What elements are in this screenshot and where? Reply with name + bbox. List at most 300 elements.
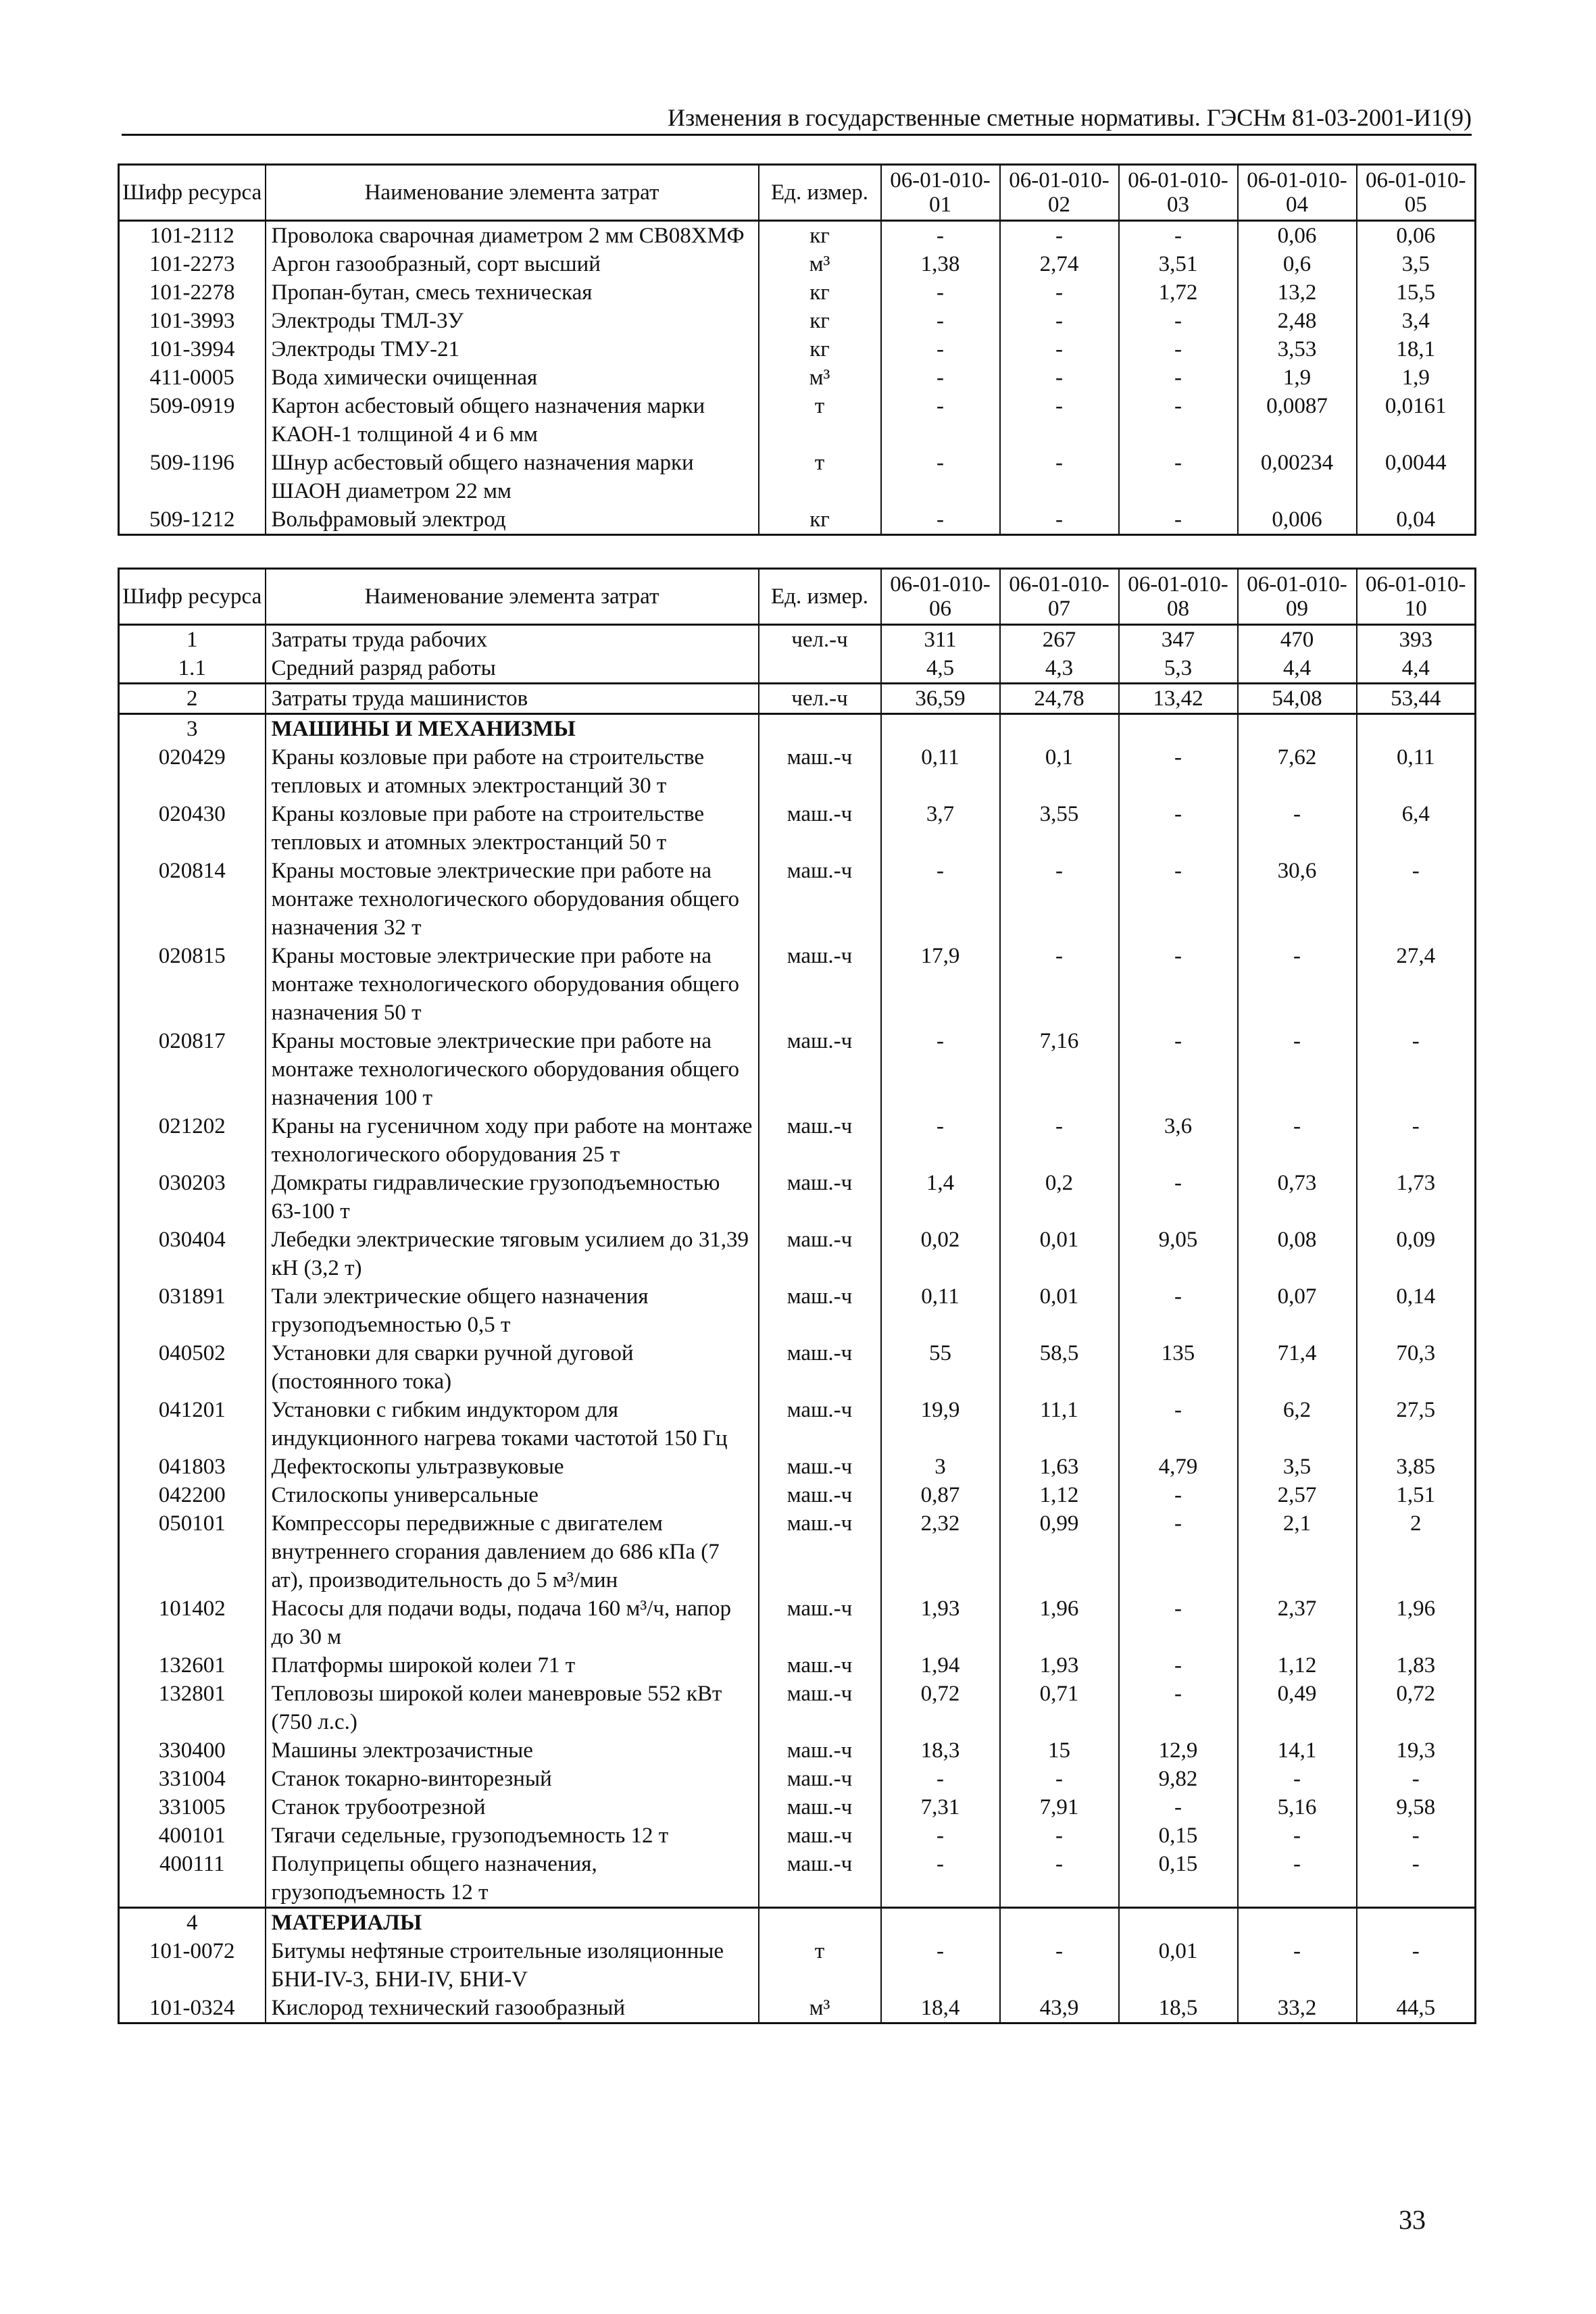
table-row	[119, 1226, 1476, 1282]
cell-name: Лебедки электрические тяговым усилием до 31,39 кН (3,2 т)	[266, 1226, 759, 1282]
cell-code: 509-1212	[119, 505, 266, 535]
column-header: Шифр ресурса	[119, 569, 266, 625]
column-header: 06-01-010-04	[1238, 165, 1357, 221]
table-row	[119, 1509, 1476, 1594]
cell-value: 13,42	[1119, 684, 1238, 714]
cell-value: 5,16	[1238, 1793, 1357, 1821]
cell-value: 36,59	[881, 684, 1000, 714]
cell-name: МАШИНЫ И МЕХАНИЗМЫ	[266, 714, 759, 744]
cell-unit: маш.-ч	[759, 942, 881, 1027]
column-header: 06-01-010-10	[1357, 569, 1476, 625]
table-row	[119, 307, 1476, 335]
cell-value: 18,5	[1119, 1994, 1238, 2023]
cell-value: 0,87	[881, 1481, 1000, 1509]
cell-code: 101-2278	[119, 278, 266, 307]
column-header: Наименование элемента затрат	[266, 165, 759, 221]
cell-value: 3,5	[1357, 250, 1476, 278]
cell-name: Краны мостовые электрические при работе на монтаже технологического оборудования общего назначения 100 т	[266, 1027, 759, 1112]
cell-value	[1357, 714, 1476, 744]
cell-value: 1,94	[881, 1651, 1000, 1680]
cell-value: 4,5	[881, 654, 1000, 684]
header-title: Изменения в государственные сметные нормативы. ГЭСНм 81-03-2001-И1(9)	[668, 104, 1472, 131]
cell-code: 101-0324	[119, 1994, 266, 2023]
cell-name: Установки для сварки ручной дуговой (постоянного тока)	[266, 1339, 759, 1396]
cell-value: -	[1119, 1793, 1238, 1821]
cell-code: 2	[119, 684, 266, 714]
cell-unit: маш.-ч	[759, 1027, 881, 1112]
cell-value: 0,01	[1000, 1282, 1119, 1339]
cell-value: 30,6	[1238, 857, 1357, 942]
cell-value: 0,0044	[1357, 449, 1476, 505]
cell-value: 3,7	[881, 800, 1000, 857]
cell-value: -	[1119, 307, 1238, 335]
cell-unit: т	[759, 392, 881, 449]
cell-value: -	[1357, 1937, 1476, 1994]
cell-value	[1119, 714, 1238, 744]
cell-name: Компрессоры передвижные с двигателем внутреннего сгорания давлением до 686 кПа (7 ат), производительность до 5 м³/мин	[266, 1509, 759, 1594]
cell-name: Электроды ТМУ-21	[266, 335, 759, 363]
cell-code: 020429	[119, 743, 266, 800]
cell-value: -	[881, 1821, 1000, 1850]
cell-value: 15	[1000, 1736, 1119, 1765]
cell-value: -	[1000, 278, 1119, 307]
cell-value: -	[1119, 1027, 1238, 1112]
cell-value: 0,1	[1000, 743, 1119, 800]
cell-value: 12,9	[1119, 1736, 1238, 1765]
cell-value: -	[881, 1027, 1000, 1112]
cell-value: 0,06	[1238, 221, 1357, 251]
cell-unit: маш.-ч	[759, 1481, 881, 1509]
cell-value: -	[1238, 1937, 1357, 1994]
cell-value: 2,37	[1238, 1594, 1357, 1651]
cell-value: -	[1000, 505, 1119, 535]
cell-value: 1,51	[1357, 1481, 1476, 1509]
cell-value: -	[1119, 221, 1238, 251]
cell-value: -	[1238, 942, 1357, 1027]
cell-value: -	[1119, 1169, 1238, 1226]
cell-name: Электроды ТМЛ-3У	[266, 307, 759, 335]
cell-name: Краны козловые при работе на строительстве тепловых и атомных электростанций 30 т	[266, 743, 759, 800]
cell-unit: т	[759, 1937, 881, 1994]
cell-value: -	[1238, 1027, 1357, 1112]
cell-code: 020814	[119, 857, 266, 942]
cell-value: -	[1000, 1850, 1119, 1908]
cell-value: 3,55	[1000, 800, 1119, 857]
cell-value: -	[1000, 1937, 1119, 1994]
table-row	[119, 1481, 1476, 1509]
column-header: Наименование элемента затрат	[266, 569, 759, 625]
cell-value: -	[1119, 942, 1238, 1027]
cell-name: Затраты труда машинистов	[266, 684, 759, 714]
cell-value: -	[1000, 363, 1119, 392]
cell-name: Тали электрические общего назначения грузоподъемностью 0,5 т	[266, 1282, 759, 1339]
cell-value: -	[1000, 335, 1119, 363]
cell-value: 53,44	[1357, 684, 1476, 714]
cell-name: Тепловозы широкой колеи маневровые 552 кВт (750 л.с.)	[266, 1680, 759, 1736]
page-header	[122, 101, 1472, 136]
table-row	[119, 800, 1476, 857]
cell-value: 4,4	[1238, 654, 1357, 684]
cell-value: 58,5	[1000, 1339, 1119, 1396]
cell-value: 7,31	[881, 1793, 1000, 1821]
table-row	[119, 363, 1476, 392]
cell-value: 347	[1119, 625, 1238, 655]
cell-name: Средний разряд работы	[266, 654, 759, 684]
cell-code: 331004	[119, 1765, 266, 1793]
cell-code: 041201	[119, 1396, 266, 1453]
cell-unit: маш.-ч	[759, 1850, 881, 1908]
column-header: Ед. измер.	[759, 569, 881, 625]
cell-value: -	[1357, 1027, 1476, 1112]
cell-code: 400111	[119, 1850, 266, 1908]
cell-value: -	[1000, 857, 1119, 942]
cell-value: 27,5	[1357, 1396, 1476, 1453]
cell-value: 0,2	[1000, 1169, 1119, 1226]
cell-value: -	[881, 505, 1000, 535]
table-row	[119, 1396, 1476, 1453]
cell-value: -	[1119, 392, 1238, 449]
cell-unit: маш.-ч	[759, 1282, 881, 1339]
cell-code: 101402	[119, 1594, 266, 1651]
cell-value: 55	[881, 1339, 1000, 1396]
cell-name: Платформы широкой колеи 71 т	[266, 1651, 759, 1680]
cell-name: Установки с гибким индуктором для индукционного нагрева токами частотой 150 Гц	[266, 1396, 759, 1453]
cell-name: Станок трубоотрезной	[266, 1793, 759, 1821]
cell-value	[1238, 1908, 1357, 1938]
cell-value: 33,2	[1238, 1994, 1357, 2023]
cell-value: -	[1238, 1850, 1357, 1908]
cell-value: -	[1357, 1112, 1476, 1169]
cell-name: Пропан-бутан, смесь техническая	[266, 278, 759, 307]
table-row	[119, 1994, 1476, 2023]
cell-value: 13,2	[1238, 278, 1357, 307]
cell-value: 43,9	[1000, 1994, 1119, 2023]
cell-unit: м³	[759, 363, 881, 392]
cell-value: 1,73	[1357, 1169, 1476, 1226]
cell-value: 44,5	[1357, 1994, 1476, 2023]
cell-unit: м³	[759, 1994, 881, 2023]
table-row	[119, 221, 1476, 251]
cell-value: -	[1357, 1850, 1476, 1908]
cell-name: Проволока сварочная диаметром 2 мм СВ08ХМФ	[266, 221, 759, 251]
cell-name: Домкраты гидравлические грузоподъемностью 63-100 т	[266, 1169, 759, 1226]
cell-value	[1119, 1908, 1238, 1938]
cell-value: 2,57	[1238, 1481, 1357, 1509]
cell-unit	[759, 714, 881, 744]
cell-value: 1,83	[1357, 1651, 1476, 1680]
cell-value: 0,6	[1238, 250, 1357, 278]
column-header: 06-01-010-05	[1357, 165, 1476, 221]
cell-unit: маш.-ч	[759, 1169, 881, 1226]
cell-name: Машины электрозачистные	[266, 1736, 759, 1765]
table-row	[119, 625, 1476, 655]
cell-value: 0,14	[1357, 1282, 1476, 1339]
cell-value: 70,3	[1357, 1339, 1476, 1396]
cell-value: 0,00234	[1238, 449, 1357, 505]
cell-value: 0,02	[881, 1226, 1000, 1282]
cell-value: 0,0087	[1238, 392, 1357, 449]
cell-value	[1238, 714, 1357, 744]
table-row	[119, 505, 1476, 535]
cell-value: -	[1119, 1509, 1238, 1594]
cell-value: 4,79	[1119, 1453, 1238, 1481]
cell-value: 0,15	[1119, 1850, 1238, 1908]
cell-value: 9,05	[1119, 1226, 1238, 1282]
cell-value: -	[1357, 1765, 1476, 1793]
cell-name: Краны мостовые электрические при работе на монтаже технологического оборудования общего назначения 32 т	[266, 857, 759, 942]
cell-value: 15,5	[1357, 278, 1476, 307]
cell-value	[1000, 714, 1119, 744]
cell-value: -	[1000, 1821, 1119, 1850]
table-header-row	[119, 569, 1476, 625]
cell-value: -	[1119, 363, 1238, 392]
cell-value: 0,11	[1357, 743, 1476, 800]
cell-name: Затраты труда рабочих	[266, 625, 759, 655]
cell-value: -	[1238, 800, 1357, 857]
cell-value: 0,04	[1357, 505, 1476, 535]
cell-code: 509-0919	[119, 392, 266, 449]
cell-value	[1000, 1908, 1119, 1938]
cell-value: 19,3	[1357, 1736, 1476, 1765]
cell-value: 1,12	[1238, 1651, 1357, 1680]
cell-value: 1,93	[881, 1594, 1000, 1651]
cell-unit: чел.-ч	[759, 684, 881, 714]
cell-value: -	[1238, 1112, 1357, 1169]
cell-unit: маш.-ч	[759, 1339, 881, 1396]
cell-unit: маш.-ч	[759, 1509, 881, 1594]
cell-value: -	[1119, 743, 1238, 800]
table-row	[119, 1765, 1476, 1793]
table-row	[119, 684, 1476, 714]
cell-code: 021202	[119, 1112, 266, 1169]
cell-value: 0,01	[1000, 1226, 1119, 1282]
table-row	[119, 743, 1476, 800]
cell-value: -	[1000, 449, 1119, 505]
cell-value	[881, 1908, 1000, 1938]
table-row	[119, 1282, 1476, 1339]
cell-unit: маш.-ч	[759, 1736, 881, 1765]
cell-value: 1,93	[1000, 1651, 1119, 1680]
cell-value: 311	[881, 625, 1000, 655]
cell-value: -	[881, 307, 1000, 335]
cell-value: 27,4	[1357, 942, 1476, 1027]
cell-value: 3	[881, 1453, 1000, 1481]
cell-code: 030203	[119, 1169, 266, 1226]
cell-value: 267	[1000, 625, 1119, 655]
cell-name: Краны мостовые электрические при работе на монтаже технологического оборудования общего назначения 50 т	[266, 942, 759, 1027]
cell-value: 6,4	[1357, 800, 1476, 857]
cell-value: 6,2	[1238, 1396, 1357, 1453]
table-row	[119, 1937, 1476, 1994]
cell-value: 0,72	[1357, 1680, 1476, 1736]
column-header: Ед. измер.	[759, 165, 881, 221]
cell-value: -	[1000, 1765, 1119, 1793]
cell-value: 2,74	[1000, 250, 1119, 278]
cell-value: 0,11	[881, 743, 1000, 800]
cell-value: 14,1	[1238, 1736, 1357, 1765]
cell-code: 031891	[119, 1282, 266, 1339]
cell-code: 020815	[119, 942, 266, 1027]
cell-value: -	[1119, 449, 1238, 505]
cell-code: 1	[119, 625, 266, 655]
cell-value: 1,9	[1357, 363, 1476, 392]
cell-value: 0,99	[1000, 1509, 1119, 1594]
cell-value: 470	[1238, 625, 1357, 655]
cell-value: 1,63	[1000, 1453, 1119, 1481]
cell-value: 1,12	[1000, 1481, 1119, 1509]
cell-unit: т	[759, 449, 881, 505]
column-header: 06-01-010-07	[1000, 569, 1119, 625]
table-row	[119, 1339, 1476, 1396]
cell-value: 1,38	[881, 250, 1000, 278]
table-row	[119, 654, 1476, 684]
cell-unit: кг	[759, 221, 881, 251]
cell-value: 71,4	[1238, 1339, 1357, 1396]
cell-name: Стилоскопы универсальные	[266, 1481, 759, 1509]
cell-value: 0,08	[1238, 1226, 1357, 1282]
cell-value: -	[1119, 1651, 1238, 1680]
table-row	[119, 1736, 1476, 1765]
cell-code: 330400	[119, 1736, 266, 1765]
table-row	[119, 1453, 1476, 1481]
cell-code: 101-3994	[119, 335, 266, 363]
cell-value: -	[1238, 1765, 1357, 1793]
cell-value: 3,4	[1357, 307, 1476, 335]
cell-value: 7,16	[1000, 1027, 1119, 1112]
cell-value: 18,1	[1357, 335, 1476, 363]
cell-value: 4,4	[1357, 654, 1476, 684]
cell-value: -	[881, 1937, 1000, 1994]
cell-unit: кг	[759, 335, 881, 363]
column-header: 06-01-010-03	[1119, 165, 1238, 221]
cell-unit: маш.-ч	[759, 857, 881, 942]
cell-value: -	[1357, 1821, 1476, 1850]
cell-value: -	[881, 335, 1000, 363]
table-row	[119, 857, 1476, 942]
cell-name: Шнур асбестовый общего назначения марки ШАОН диаметром 22 мм	[266, 449, 759, 505]
cell-code: 042200	[119, 1481, 266, 1509]
cell-value: 9,82	[1119, 1765, 1238, 1793]
cell-value: -	[1119, 857, 1238, 942]
table-row	[119, 278, 1476, 307]
cell-name: Насосы для подачи воды, подача 160 м³/ч, напор до 30 м	[266, 1594, 759, 1651]
table-row	[119, 1594, 1476, 1651]
cell-code: 411-0005	[119, 363, 266, 392]
table-row	[119, 250, 1476, 278]
cell-unit: маш.-ч	[759, 1821, 881, 1850]
cell-value: 1,96	[1000, 1594, 1119, 1651]
cell-value: 18,4	[881, 1994, 1000, 2023]
cell-value: -	[881, 221, 1000, 251]
column-header: 06-01-010-06	[881, 569, 1000, 625]
cell-name: Краны козловые при работе на строительстве тепловых и атомных электростанций 50 т	[266, 800, 759, 857]
cell-value: 2,32	[881, 1509, 1000, 1594]
cell-unit: кг	[759, 278, 881, 307]
table-row	[119, 449, 1476, 505]
cell-code: 050101	[119, 1509, 266, 1594]
cell-code: 040502	[119, 1339, 266, 1396]
cell-value: -	[1119, 1680, 1238, 1736]
cell-value: 0,06	[1357, 221, 1476, 251]
cell-value: 18,3	[881, 1736, 1000, 1765]
cell-value: 135	[1119, 1339, 1238, 1396]
cell-value: -	[1119, 505, 1238, 535]
cell-name: Полуприцепы общего назначения, грузоподъемность 12 т	[266, 1850, 759, 1908]
column-header: 06-01-010-09	[1238, 569, 1357, 625]
cell-code: 4	[119, 1908, 266, 1938]
cell-value: 1,72	[1119, 278, 1238, 307]
cell-unit	[759, 1908, 881, 1938]
cell-value	[881, 714, 1000, 744]
cell-value: -	[1000, 942, 1119, 1027]
cell-name: Краны на гусеничном ходу при работе на монтаже технологического оборудования 25 т	[266, 1112, 759, 1169]
cell-unit: маш.-ч	[759, 1651, 881, 1680]
cell-name: Тягачи седельные, грузоподъемность 12 т	[266, 1821, 759, 1850]
cell-value: -	[1119, 1282, 1238, 1339]
cell-unit: маш.-ч	[759, 1793, 881, 1821]
cell-code: 3	[119, 714, 266, 744]
cell-value: 4,3	[1000, 654, 1119, 684]
table-row	[119, 1169, 1476, 1226]
cell-value: -	[881, 1112, 1000, 1169]
cell-name: Вольфрамовый электрод	[266, 505, 759, 535]
cell-unit: кг	[759, 505, 881, 535]
cell-value: 54,08	[1238, 684, 1357, 714]
cell-code: 101-2112	[119, 221, 266, 251]
cell-value: -	[881, 1765, 1000, 1793]
cell-value: -	[881, 857, 1000, 942]
cell-value: -	[1119, 335, 1238, 363]
cell-value: 0,11	[881, 1282, 1000, 1339]
cell-value: 3,6	[1119, 1112, 1238, 1169]
table-row	[119, 1651, 1476, 1680]
cell-value	[1357, 1908, 1476, 1938]
cell-value: -	[1119, 1481, 1238, 1509]
column-header: 06-01-010-01	[881, 165, 1000, 221]
cell-value: 2,48	[1238, 307, 1357, 335]
cell-value: -	[881, 449, 1000, 505]
cell-value: 0,49	[1238, 1680, 1357, 1736]
table-row	[119, 392, 1476, 449]
cell-value: 1,4	[881, 1169, 1000, 1226]
cell-unit: маш.-ч	[759, 800, 881, 857]
table-row	[119, 1680, 1476, 1736]
cell-name: МАТЕРИАЛЫ	[266, 1908, 759, 1938]
cell-unit: маш.-ч	[759, 1396, 881, 1453]
cell-value: 1,96	[1357, 1594, 1476, 1651]
cell-code: 020430	[119, 800, 266, 857]
cell-unit: чел.-ч	[759, 625, 881, 655]
cell-code: 132601	[119, 1651, 266, 1680]
cell-unit: маш.-ч	[759, 1594, 881, 1651]
cell-unit: маш.-ч	[759, 1680, 881, 1736]
cell-value: 19,9	[881, 1396, 1000, 1453]
cell-value: 0,07	[1238, 1282, 1357, 1339]
cell-value: 0,01	[1119, 1937, 1238, 1994]
cell-value: 0,0161	[1357, 392, 1476, 449]
column-header: 06-01-010-08	[1119, 569, 1238, 625]
cell-value: 2,1	[1238, 1509, 1357, 1594]
cell-name: Кислород технический газообразный	[266, 1994, 759, 2023]
cell-value: -	[1000, 307, 1119, 335]
cell-code: 041803	[119, 1453, 266, 1481]
cell-value: -	[881, 363, 1000, 392]
cell-value: 0,73	[1238, 1169, 1357, 1226]
cell-value: 7,91	[1000, 1793, 1119, 1821]
resource-table-1	[118, 164, 1476, 536]
cell-value: -	[1119, 800, 1238, 857]
cell-value: 393	[1357, 625, 1476, 655]
